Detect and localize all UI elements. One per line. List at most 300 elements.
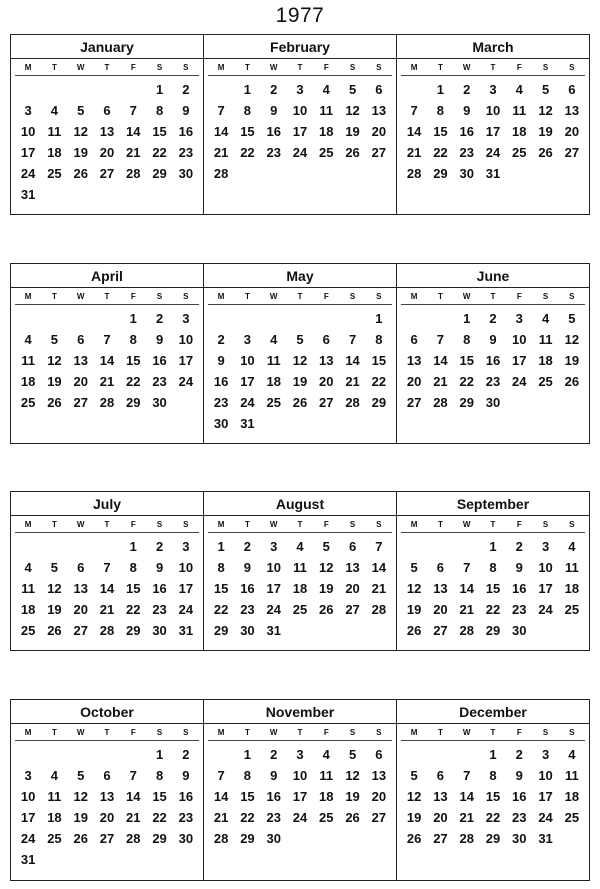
day-cell: 14 (213, 789, 229, 804)
day-cell: 22 (485, 602, 501, 617)
day-cell: 11 (319, 768, 334, 783)
day-cell: 10 (485, 103, 501, 118)
day-blank (261, 308, 287, 329)
day-cell: 22 (126, 374, 141, 389)
weekday-label: S (542, 728, 549, 737)
day-cell: 3 (515, 311, 523, 326)
weekday-label: F (323, 292, 329, 301)
day-cell: 6 (375, 747, 383, 762)
weekday-label: S (376, 63, 382, 72)
day-grid (401, 79, 585, 184)
weekday-label: S (349, 292, 356, 301)
day-cell: 15 (126, 581, 141, 596)
day-cell: 8 (489, 560, 497, 575)
day-cell: 8 (155, 768, 164, 783)
day-grid (208, 536, 392, 641)
weekday-label: T (297, 520, 303, 529)
day-cell: 30 (512, 831, 527, 846)
month-name: September (397, 492, 589, 516)
day-cell: 5 (541, 82, 550, 97)
day-cell: 22 (152, 810, 167, 825)
day-cell: 15 (152, 789, 167, 804)
weekday-label: M (410, 520, 418, 529)
day-grid (208, 79, 392, 184)
day-cell: 14 (126, 124, 141, 139)
day-cell: 9 (515, 768, 523, 783)
day-cell: 10 (292, 768, 308, 783)
day-cell: 29 (126, 395, 141, 410)
day-blank (15, 744, 41, 765)
day-cell: 13 (433, 581, 448, 596)
day-cell: 8 (217, 560, 225, 575)
day-cell: 19 (406, 810, 422, 825)
day-blank (94, 744, 120, 765)
quarter-block (10, 491, 590, 651)
weekday-label: T (104, 292, 110, 301)
day-cell: 31 (240, 416, 255, 431)
day-cell: 17 (240, 374, 255, 389)
month-january (11, 35, 203, 214)
day-blank (401, 744, 427, 765)
day-cell: 10 (178, 560, 194, 575)
day-cell: 17 (538, 581, 553, 596)
weekday-label: W (76, 520, 85, 529)
day-blank (454, 536, 480, 557)
day-cell: 11 (21, 353, 36, 368)
day-cell: 18 (512, 124, 527, 139)
day-cell: 20 (99, 145, 115, 160)
day-cell: 5 (348, 82, 357, 97)
day-cell: 12 (47, 353, 62, 368)
day-cell: 25 (564, 810, 580, 825)
day-cell: 2 (515, 539, 523, 554)
day-cell: 1 (243, 747, 252, 762)
weekday-label: W (462, 728, 471, 737)
day-cell: 11 (47, 789, 62, 804)
day-cell: 29 (485, 831, 501, 846)
day-cell: 4 (322, 82, 330, 97)
day-blank (454, 744, 480, 765)
day-blank (427, 536, 453, 557)
day-cell: 30 (485, 395, 501, 410)
day-cell: 16 (485, 353, 501, 368)
weekday-label: F (323, 520, 329, 529)
day-cell: 13 (99, 124, 115, 139)
day-cell: 11 (538, 332, 553, 347)
day-cell: 26 (47, 623, 62, 638)
day-cell: 26 (73, 166, 88, 181)
day-cell: 19 (292, 374, 308, 389)
weekday-label: T (104, 520, 110, 529)
day-cell: 16 (266, 124, 281, 139)
day-blank (234, 308, 260, 329)
day-grid (15, 79, 199, 205)
day-cell: 28 (433, 395, 448, 410)
day-cell: 15 (371, 353, 387, 368)
weekday-label: S (183, 63, 189, 72)
day-cell: 23 (213, 395, 229, 410)
weekday-label: M (410, 728, 418, 737)
month-name: May (204, 264, 396, 288)
day-cell: 29 (152, 831, 167, 846)
day-blank (401, 79, 427, 100)
month-name: April (11, 264, 203, 288)
day-cell: 23 (485, 374, 501, 389)
day-cell: 4 (50, 103, 59, 118)
weekday-label: W (269, 520, 278, 529)
month-october (11, 700, 203, 880)
day-cell: 6 (77, 332, 85, 347)
day-cell: 22 (213, 602, 229, 617)
day-cell: 5 (322, 539, 330, 554)
day-cell: 15 (433, 124, 448, 139)
day-cell: 1 (436, 82, 445, 97)
day-cell: 14 (371, 560, 387, 575)
weekday-label: S (183, 520, 189, 529)
day-cell: 23 (240, 602, 255, 617)
weekday-label: M (217, 520, 225, 529)
day-cell: 19 (345, 124, 360, 139)
day-cell: 30 (152, 623, 167, 638)
day-cell: 28 (99, 623, 115, 638)
day-cell: 16 (213, 374, 229, 389)
day-blank (208, 79, 234, 100)
day-cell: 26 (345, 810, 360, 825)
weekday-label: S (376, 520, 382, 529)
weekday-label: S (569, 63, 575, 72)
weekday-label: T (297, 63, 303, 72)
day-grid (401, 744, 585, 849)
day-cell: 29 (433, 166, 448, 181)
day-cell: 31 (20, 852, 36, 867)
day-cell: 27 (319, 395, 334, 410)
day-cell: 4 (322, 747, 330, 762)
weekday-label: F (323, 728, 329, 737)
weekday-label: T (437, 63, 443, 72)
day-cell: 9 (463, 103, 471, 118)
weekday-label: S (569, 292, 575, 301)
day-cell: 28 (459, 623, 474, 638)
month-name: March (397, 35, 589, 59)
day-cell: 8 (129, 560, 137, 575)
day-cell: 8 (489, 768, 497, 783)
day-cell: 19 (406, 602, 422, 617)
weekday-header (208, 726, 392, 741)
day-cell: 11 (21, 581, 36, 596)
day-cell: 15 (152, 124, 167, 139)
day-cell: 2 (155, 311, 164, 326)
day-cell: 19 (564, 353, 580, 368)
weekday-label: S (349, 728, 356, 737)
day-cell: 23 (266, 145, 281, 160)
weekday-label: S (542, 63, 549, 72)
day-cell: 24 (512, 374, 527, 389)
day-cell: 21 (459, 810, 474, 825)
day-cell: 18 (47, 810, 62, 825)
day-cell: 9 (155, 332, 164, 347)
day-cell: 16 (459, 124, 474, 139)
weekday-label: S (349, 63, 356, 72)
day-cell: 3 (296, 747, 304, 762)
day-cell: 20 (73, 602, 88, 617)
weekday-label: T (490, 520, 496, 529)
day-cell: 16 (512, 581, 527, 596)
day-cell: 26 (406, 831, 422, 846)
weekday-label: T (244, 63, 250, 72)
day-cell: 21 (99, 374, 115, 389)
day-cell: 24 (266, 602, 281, 617)
day-cell: 13 (406, 353, 422, 368)
day-cell: 21 (213, 810, 229, 825)
day-cell: 27 (564, 145, 580, 160)
day-blank (427, 744, 453, 765)
day-cell: 18 (20, 374, 36, 389)
day-blank (41, 79, 67, 100)
day-cell: 14 (126, 789, 141, 804)
day-blank (41, 744, 67, 765)
weekday-label: M (217, 63, 225, 72)
day-cell: 13 (99, 789, 115, 804)
day-cell: 26 (538, 145, 553, 160)
month-may (203, 264, 396, 443)
day-cell: 7 (375, 539, 383, 554)
day-cell: 2 (270, 82, 278, 97)
day-blank (41, 308, 67, 329)
day-cell: 15 (240, 124, 255, 139)
day-cell: 19 (538, 124, 553, 139)
day-cell: 25 (292, 602, 308, 617)
weekday-label: W (462, 63, 471, 72)
day-cell: 25 (20, 395, 36, 410)
day-cell: 7 (463, 768, 471, 783)
day-cell: 10 (178, 332, 194, 347)
day-cell: 18 (319, 789, 334, 804)
day-grid (401, 536, 585, 641)
weekday-label: F (323, 63, 329, 72)
day-cell: 9 (270, 103, 278, 118)
month-name: February (204, 35, 396, 59)
day-cell: 11 (266, 353, 281, 368)
day-cell: 7 (217, 768, 225, 783)
weekday-label: T (297, 292, 303, 301)
weekday-label: F (130, 728, 136, 737)
day-cell: 15 (485, 581, 501, 596)
day-cell: 4 (50, 768, 59, 783)
day-blank (68, 79, 94, 100)
day-cell: 25 (266, 395, 281, 410)
month-april (11, 264, 203, 443)
day-cell: 24 (20, 166, 36, 181)
quarter-block (10, 263, 590, 444)
day-cell: 23 (178, 145, 194, 160)
weekday-label: T (490, 292, 496, 301)
day-cell: 6 (436, 768, 445, 783)
day-cell: 10 (512, 332, 527, 347)
day-cell: 1 (155, 747, 164, 762)
day-cell: 12 (345, 768, 360, 783)
day-cell: 20 (319, 374, 334, 389)
day-cell: 27 (433, 831, 448, 846)
day-cell: 28 (345, 395, 360, 410)
day-cell: 5 (296, 332, 304, 347)
day-cell: 24 (485, 145, 501, 160)
day-cell: 7 (103, 560, 111, 575)
day-cell: 20 (564, 124, 580, 139)
weekday-label: T (244, 292, 250, 301)
day-cell: 25 (538, 374, 553, 389)
day-cell: 26 (292, 395, 308, 410)
day-cell: 2 (243, 539, 252, 554)
day-cell: 26 (47, 395, 62, 410)
day-cell: 18 (47, 145, 62, 160)
day-cell: 16 (266, 789, 281, 804)
day-cell: 20 (371, 789, 387, 804)
day-cell: 3 (489, 82, 497, 97)
weekday-label: F (516, 63, 522, 72)
day-cell: 23 (152, 602, 167, 617)
weekday-label: T (437, 520, 443, 529)
day-cell: 14 (213, 124, 229, 139)
day-cell: 14 (459, 789, 474, 804)
weekday-label: M (410, 63, 418, 72)
day-blank (68, 744, 94, 765)
month-june (396, 264, 589, 443)
day-blank (94, 308, 120, 329)
day-cell: 3 (541, 747, 550, 762)
day-cell: 7 (129, 768, 137, 783)
day-grid (15, 536, 199, 641)
weekday-label: T (104, 63, 110, 72)
day-cell: 22 (433, 145, 448, 160)
weekday-label: S (156, 292, 163, 301)
month-name: November (204, 700, 396, 724)
day-cell: 8 (375, 332, 383, 347)
day-blank (68, 308, 94, 329)
day-cell: 22 (485, 810, 501, 825)
weekday-label: S (183, 292, 189, 301)
day-cell: 24 (240, 395, 255, 410)
weekday-header (15, 726, 199, 741)
day-cell: 20 (345, 581, 360, 596)
day-cell: 12 (73, 789, 88, 804)
day-cell: 9 (155, 560, 164, 575)
day-cell: 28 (126, 166, 141, 181)
day-cell: 24 (538, 810, 553, 825)
day-cell: 3 (270, 539, 278, 554)
day-cell: 17 (266, 581, 281, 596)
day-cell: 7 (463, 560, 471, 575)
day-cell: 20 (406, 374, 422, 389)
day-cell: 31 (178, 623, 194, 638)
day-cell: 19 (345, 789, 360, 804)
day-cell: 21 (371, 581, 387, 596)
day-blank (339, 308, 365, 329)
day-cell: 12 (319, 560, 334, 575)
day-cell: 28 (459, 831, 474, 846)
day-cell: 25 (319, 810, 334, 825)
weekday-label: T (437, 292, 443, 301)
day-cell: 30 (240, 623, 255, 638)
day-cell: 22 (126, 602, 141, 617)
day-blank (94, 79, 120, 100)
weekday-label: S (349, 520, 356, 529)
month-february (203, 35, 396, 214)
day-cell: 12 (406, 789, 422, 804)
day-blank (208, 308, 234, 329)
day-cell: 14 (99, 581, 115, 596)
day-cell: 21 (126, 145, 141, 160)
month-name: July (11, 492, 203, 516)
day-cell: 3 (182, 311, 190, 326)
day-cell: 1 (375, 311, 383, 326)
day-cell: 31 (266, 623, 281, 638)
day-cell: 15 (240, 789, 255, 804)
day-blank (208, 744, 234, 765)
weekday-label: M (24, 63, 32, 72)
day-cell: 24 (178, 602, 194, 617)
day-cell: 20 (433, 602, 448, 617)
weekday-label: W (269, 292, 278, 301)
day-cell: 17 (538, 789, 553, 804)
day-cell: 8 (463, 332, 471, 347)
day-cell: 13 (73, 581, 88, 596)
day-grid (15, 744, 199, 870)
day-cell: 12 (47, 581, 62, 596)
weekday-label: F (130, 292, 136, 301)
day-cell: 10 (292, 103, 308, 118)
day-cell: 6 (103, 768, 111, 783)
weekday-label: T (244, 728, 250, 737)
weekday-header (208, 61, 392, 76)
day-blank (15, 536, 41, 557)
day-cell: 27 (433, 623, 448, 638)
day-cell: 23 (512, 602, 527, 617)
day-cell: 23 (178, 810, 194, 825)
weekday-label: T (244, 520, 250, 529)
day-blank (94, 536, 120, 557)
day-cell: 9 (182, 103, 190, 118)
weekday-label: M (24, 728, 32, 737)
day-cell: 3 (243, 332, 252, 347)
day-cell: 20 (371, 124, 387, 139)
day-cell: 3 (24, 103, 32, 118)
day-cell: 20 (73, 374, 88, 389)
day-cell: 6 (348, 539, 357, 554)
day-cell: 8 (436, 103, 445, 118)
day-cell: 24 (292, 145, 308, 160)
day-cell: 18 (292, 581, 308, 596)
weekday-label: W (462, 292, 471, 301)
day-cell: 20 (433, 810, 448, 825)
day-cell: 24 (292, 810, 308, 825)
day-cell: 3 (24, 768, 32, 783)
weekday-label: T (297, 728, 303, 737)
day-cell: 19 (319, 581, 334, 596)
day-cell: 22 (371, 374, 387, 389)
day-cell: 22 (240, 145, 255, 160)
day-cell: 5 (410, 560, 418, 575)
day-cell: 17 (292, 124, 308, 139)
day-cell: 15 (213, 581, 229, 596)
weekday-label: S (376, 292, 382, 301)
day-cell: 26 (564, 374, 580, 389)
day-cell: 5 (50, 332, 59, 347)
day-cell: 10 (538, 560, 553, 575)
day-cell: 1 (129, 311, 137, 326)
day-cell: 2 (217, 332, 225, 347)
weekday-label: T (51, 292, 57, 301)
day-cell: 5 (77, 768, 85, 783)
